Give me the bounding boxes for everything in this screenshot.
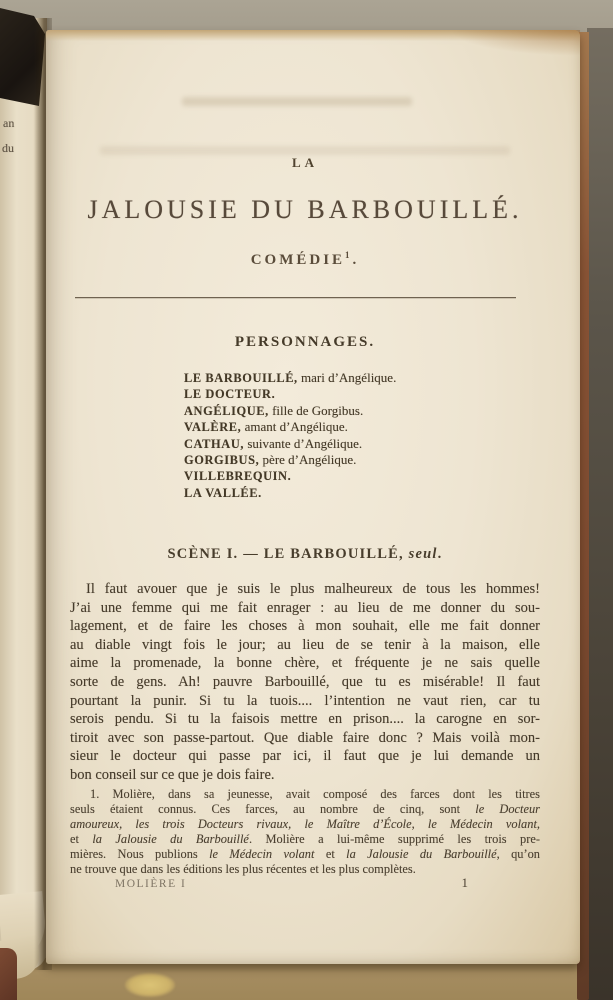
cast-member-description: père d’Angélique.: [259, 452, 357, 468]
cast-member: [184, 485, 540, 501]
cast-member: [184, 468, 540, 484]
text-line: amoureux, les trois Docteurs rivaux, le Maître d’École, le Médecin volant,: [70, 817, 540, 831]
text-line: seuls étaient connus. Ces farces, au nombre de cinq, sont le Docteur: [70, 802, 540, 816]
subtitle: COMÉDIE$^1$.: [250, 250, 360, 268]
cast-member-name: LE BARBOUILLÉ,: [184, 371, 298, 385]
book-cover-corner-bottom: [0, 948, 17, 1000]
text-line: 1. Molière, dans sa jeunesse, avait composé des farces dont les titres: [90, 787, 540, 801]
text-line: au diable vingt fois le jour; au lieu de se tenir à la maison, elle: [70, 636, 540, 653]
cast-member-description: amant d’Angélique.: [241, 419, 348, 435]
cast-member: [184, 452, 540, 468]
showthrough-smudge: [100, 146, 510, 155]
page-number: 1: [461, 875, 468, 890]
half-title: LA: [291, 155, 319, 170]
text-line: bon conseil sur ce que je dois faire.: [70, 766, 275, 783]
cast-member-name: ANGÉLIQUE,: [184, 403, 269, 418]
page-title: JALOUSIE DU BARBOUILLÉ.: [87, 195, 523, 224]
cast-list: [70, 370, 540, 501]
showthrough-smudge: [182, 97, 412, 106]
cast-member-name: LA VALLÉE.: [184, 485, 262, 500]
cast-heading: PERSONNAGES.: [234, 334, 376, 350]
cast-member: [184, 370, 540, 386]
text-line: J’ai une femme qui me fait enrager : au lieu de me donner du sou-: [70, 599, 540, 616]
text-line: aime la promenade, la bonne chère, et fréquente je ne sais quelle: [70, 655, 540, 672]
page-block-shadow: [587, 28, 613, 1000]
footnote-paragraph: [70, 787, 540, 877]
text-line: ne trouve que dans les éditions les plus récentes et les plus complètes.: [70, 862, 416, 876]
cast-member-description: suivante d’Angélique.: [244, 435, 363, 451]
text-block: [70, 30, 540, 964]
cast-member-description: fille de Gorgibus.: [268, 402, 364, 418]
cast-member-name: LE DOCTEUR.: [184, 387, 276, 402]
text-line: serois pendu. Si tu la faisois mettre en prison.... la carogne en sor-: [70, 711, 540, 728]
horizontal-rule: [75, 297, 516, 298]
cast-member: [184, 436, 540, 452]
text-line: tiroit avec son passe-partout. Que diable faire donc ? Mais voilà mon-: [70, 729, 540, 746]
text-line: sieur le docteur qui passe par ici, il faut que je lui demande un: [70, 748, 540, 765]
cast-member-name: CATHAU,: [184, 436, 245, 451]
cast-member-name: VILLEBREQUIN.: [184, 469, 292, 484]
printer-signature: MOLIÈRE I: [115, 878, 187, 890]
page-footer: [70, 875, 540, 891]
facing-page-text-fragment: du: [2, 141, 14, 155]
cast-member: [184, 403, 540, 419]
cast-member-description: mari d’Angélique.: [297, 370, 397, 385]
scene-heading: SCÈNE I. — LE BARBOUILLÉ, seul.: [167, 546, 443, 562]
text-line: mières. Nous publions le Médecin volant et la Jalousie du Barbouillé, qu’on: [70, 847, 540, 861]
monologue-paragraph: [70, 580, 540, 785]
cast-member: [184, 419, 540, 435]
text-line: sorte de gens. Ah! pauvre Barbouillé, que tu es misérable! Il faut: [70, 673, 540, 690]
table-stain: [125, 973, 175, 997]
text-line: Il faut avouer que je suis le plus malheureux de tous les hommes!: [86, 581, 540, 597]
table-surface-bottom: [0, 958, 613, 1000]
text-line: pourtant la punir. Si tu la tuois.... l’intention ne vaut rien, car tu: [70, 692, 540, 709]
book-page: [46, 30, 580, 964]
text-line: lagement, et de faire les choses à mon souhait, elle me fait donner: [70, 618, 540, 635]
cast-member-name: GORGIBUS,: [184, 453, 260, 468]
facing-page-text-fragment: an: [3, 116, 15, 130]
text-line: et la Jalousie du Barbouillé. Molière a lui-même supprimé les trois pre-: [70, 832, 540, 846]
cast-member-name: VALÈRE,: [184, 420, 242, 435]
table-surface-top: [0, 0, 613, 34]
cast-member: [184, 386, 540, 402]
